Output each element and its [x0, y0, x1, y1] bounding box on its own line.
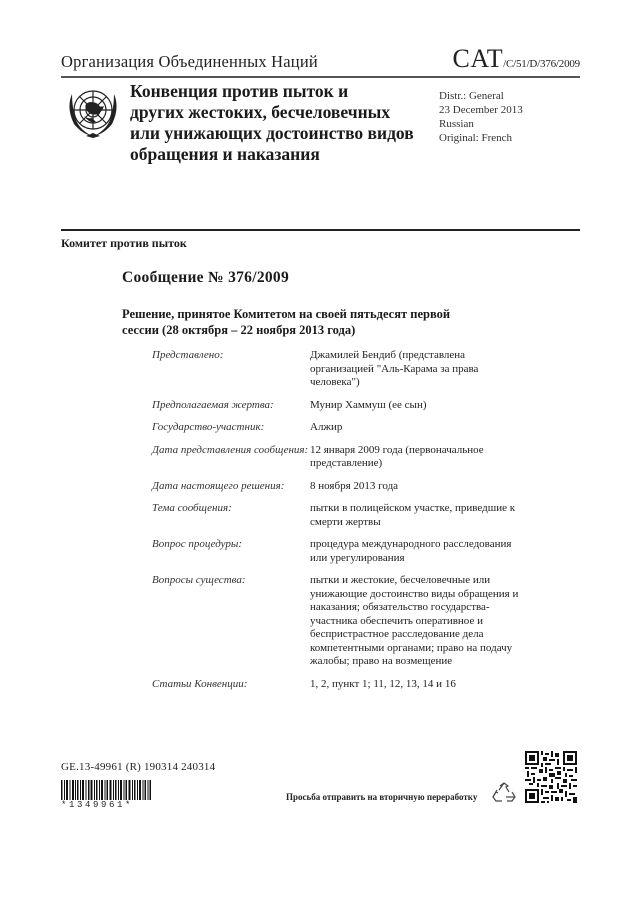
- barcode-icon: [61, 780, 151, 802]
- metadata-row: [152, 538, 532, 565]
- convention-title-line: обращения и наказания: [130, 144, 320, 164]
- metadata-value: 8 ноября 2013 года: [310, 479, 399, 492]
- decision-title-line: сессии (28 октября – 22 ноября 2013 года): [122, 323, 356, 337]
- metadata-label: Государство-участник:: [152, 421, 265, 433]
- metadata-row: [152, 574, 532, 669]
- metadata-row: [152, 399, 532, 413]
- recycle-icon: [491, 782, 517, 806]
- metadata-label: Дата представления сообщения:: [152, 443, 309, 456]
- convention-title-line: других жестоких, бесчеловечных: [130, 102, 391, 122]
- header-rule: [61, 76, 580, 78]
- metadata-value: пытки в полицейском участке, приведшие к смерти жертвы: [310, 502, 516, 528]
- metadata-label: Вопрос процедуры:: [152, 538, 243, 550]
- decision-title-line: Решение, принятое Комитетом на своей пятьдесят первой: [122, 307, 451, 321]
- convention-title-line: или унижающих достоинство видов: [130, 123, 414, 143]
- metadata-value: процедура международного расследования или урегулирования: [310, 538, 512, 564]
- metadata-label: Статьи Конвенции:: [152, 677, 248, 690]
- metadata-label: Вопросы существа:: [152, 574, 246, 586]
- metadata-value: пытки и жестокие, бесчеловечные или унижающие достоинство виды обращения и наказания; обязательство государства-участника обеспечить оперативное и беспристрастное расследование дела компетентными органами; право на подачу жалобы; право на возмещение: [310, 574, 519, 667]
- convention-title: [130, 81, 430, 165]
- metadata-value: 12 января 2009 года (первоначальное представление): [310, 443, 484, 469]
- metadata-row: [152, 502, 532, 529]
- original-language-line: Original: French: [439, 132, 513, 144]
- convention-title-line: Конвенция против пыток и: [130, 81, 349, 101]
- metadata-label: Представлено:: [152, 349, 224, 361]
- metadata-row: [152, 678, 532, 692]
- organization-name: Организация Объединенных Наций: [61, 52, 318, 71]
- distribution-line: Distr.: General: [439, 90, 504, 102]
- language-line: Russian: [439, 118, 474, 130]
- recycle-notice: Просьба отправить на вторичную переработку: [286, 792, 478, 802]
- metadata-value: Мунир Хаммуш (ее сын): [310, 398, 427, 411]
- metadata-value: Алжир: [310, 421, 343, 433]
- metadata-label: Тема сообщения:: [152, 502, 232, 514]
- qr-code-icon: [525, 751, 577, 803]
- metadata-value: 1, 2, пункт 1; 11, 12, 13, 14 и 16: [310, 677, 456, 690]
- metadata-label: Предполагаемая жертва:: [152, 398, 274, 411]
- barcode-number: *1349961*: [61, 800, 134, 810]
- metadata-value: Джамилей Бендиб (представлена организацией "Аль-Карама за права человека"): [310, 349, 479, 388]
- date-line: 23 December 2013: [439, 104, 523, 116]
- job-number: GE.13-49961 (R) 190314 240314: [61, 761, 216, 773]
- document-symbol: [453, 44, 581, 74]
- metadata-row: [152, 480, 532, 494]
- symbol-main: CAT: [452, 44, 504, 73]
- un-emblem-icon: [62, 82, 124, 144]
- symbol-suffix: /C/51/D/376/2009: [503, 58, 580, 70]
- distribution-info: [439, 89, 523, 145]
- communication-title: Сообщение № 376/2009: [122, 269, 290, 286]
- decision-title: [122, 306, 522, 338]
- section-rule: [61, 229, 580, 231]
- metadata-row: [152, 421, 532, 435]
- metadata-row: [152, 349, 532, 390]
- metadata-table: [152, 349, 532, 700]
- committee-name: Комитет против пыток: [61, 236, 187, 250]
- metadata-label: Дата настоящего решения:: [152, 479, 285, 492]
- metadata-row: [152, 444, 532, 471]
